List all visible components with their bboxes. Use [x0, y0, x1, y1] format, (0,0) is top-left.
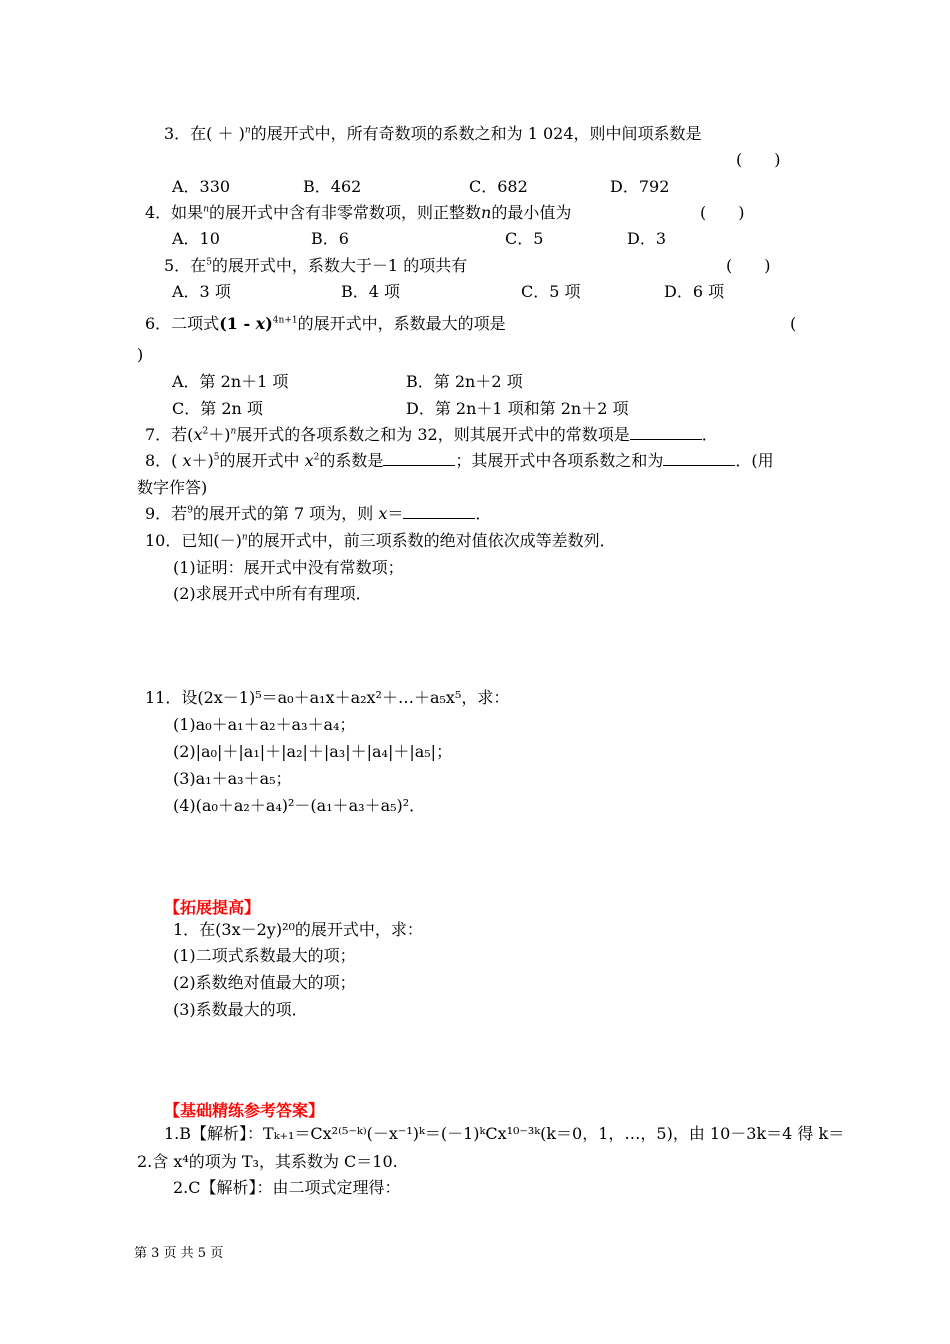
q9-answer-blank: [403, 504, 475, 519]
q10-stem: 10．已知$(-)^n$的展开式中，前三项系数的绝对值依次成等差数列．: [145, 531, 616, 550]
q3-stem: 3．在( ＋ )$^n$的展开式中，所有奇数项的系数之和为 1 024，则中间项系数是: [164, 124, 702, 143]
answers-heading: 【基础精练参考答案】: [164, 1101, 325, 1120]
q8: 8．( x＋)$^5$的展开式中 $x^2$的系数是 ；其展开式中各项系数之和为 ．(用: [145, 451, 774, 470]
extension-part-3: (3)系数最大的项．: [173, 1000, 308, 1019]
q4-option-a: A．10: [172, 229, 220, 248]
q6-option-c: C．第 2n 项: [172, 399, 263, 418]
q4-paren: ( ): [700, 203, 745, 222]
q6-option-a: A．第 2n＋1 项: [172, 372, 289, 391]
extension-part-1: (1)二项式系数最大的项；: [173, 946, 356, 965]
q6-paren-close: ): [137, 345, 144, 364]
q8-line2: 数字作答): [137, 478, 208, 497]
q6-paren-open: (: [790, 314, 797, 333]
page-footer: 第 3 页 共 5 页: [134, 1246, 224, 1261]
answer-1-line-1: 1.B【解析】：Tₖ₊₁＝Cx²⁽⁵⁻ᵏ⁾(－x⁻¹)ᵏ＝(－1)ᵏCx¹⁰⁻³ᵏ(k＝0，1，…，5)，由 10－3k＝4 得 k＝: [164, 1124, 845, 1143]
q3-option-d: D．792: [610, 177, 670, 196]
q7-answer-blank: [630, 425, 702, 440]
q3-option-a: A．330: [172, 177, 231, 196]
q3-option-c: C．682: [469, 177, 528, 196]
answer-1-line-2: 2.含 x⁴的项为 T₃，其系数为 C＝10.: [137, 1152, 398, 1171]
q5-option-d: D．6 项: [664, 282, 725, 301]
q9: 9．若$^9$的展开式的第 7 项为，则 x＝ ．: [145, 504, 492, 523]
q4-option-c: C．5: [505, 229, 544, 248]
q7: 7．若$(x^2+)^n$展开式的各项系数之和为 32，则其展开式中的常数项是 ．: [145, 425, 718, 444]
q8-answer-blank-1: [383, 451, 455, 466]
extension-stem: 1．在(3x－2y)²⁰的展开式中，求：: [173, 920, 423, 939]
q5-stem: 5．在$^5$的展开式中，系数大于－1 的项共有: [164, 256, 468, 275]
q4-option-b: B．6: [311, 229, 349, 248]
q4-option-d: D．3: [627, 229, 667, 248]
answer-2: 2.C【解析】：由二项式定理得：: [173, 1178, 401, 1197]
q3-option-b: B．462: [303, 177, 362, 196]
q6-option-b: B．第 2n＋2 项: [406, 372, 523, 391]
q5-paren: ( ): [726, 256, 771, 275]
q5-option-b: B．4 项: [341, 282, 401, 301]
q11-part-2: (2)|a₀|＋|a₁|＋|a₂|＋|a₃|＋|a₄|＋|a₅|；: [173, 742, 453, 761]
q10-part-1: (1)证明：展开式中没有常数项；: [173, 558, 404, 577]
q6-stem: 6．二项式(1 - x)$^{4n+1}$的展开式中，系数最大的项是: [145, 314, 506, 333]
q6-expression: (1 - x): [219, 314, 273, 333]
q6-option-d: D．第 2n＋1 项和第 2n＋2 项: [406, 399, 629, 418]
extension-part-2: (2)系数绝对值最大的项；: [173, 973, 356, 992]
q11-part-3: (3)a₁＋a₃＋a₅；: [173, 769, 292, 788]
q10-part-2: (2)求展开式中所有有理项．: [173, 584, 372, 603]
q11-part-1: (1)a₀＋a₁＋a₂＋a₃＋a₄；: [173, 715, 356, 734]
q5-option-a: A．3 项: [172, 282, 231, 301]
q11-stem: 11．设(2x－1)⁵＝a₀＋a₁x＋a₂x²＋…＋a₅x⁵，求：: [145, 688, 510, 707]
extension-heading: 【拓展提高】: [164, 898, 261, 917]
q11-part-4: (4)(a₀＋a₂＋a₄)²－(a₁＋a₃＋a₅)²．: [173, 796, 426, 815]
q3-paren: ( ): [736, 150, 781, 169]
q5-option-c: C．5 项: [521, 282, 581, 301]
q4-stem: 4．如果$^n$的展开式中含有非零常数项，则正整数n的最小值为: [145, 203, 572, 222]
q8-answer-blank-2: [663, 451, 735, 466]
